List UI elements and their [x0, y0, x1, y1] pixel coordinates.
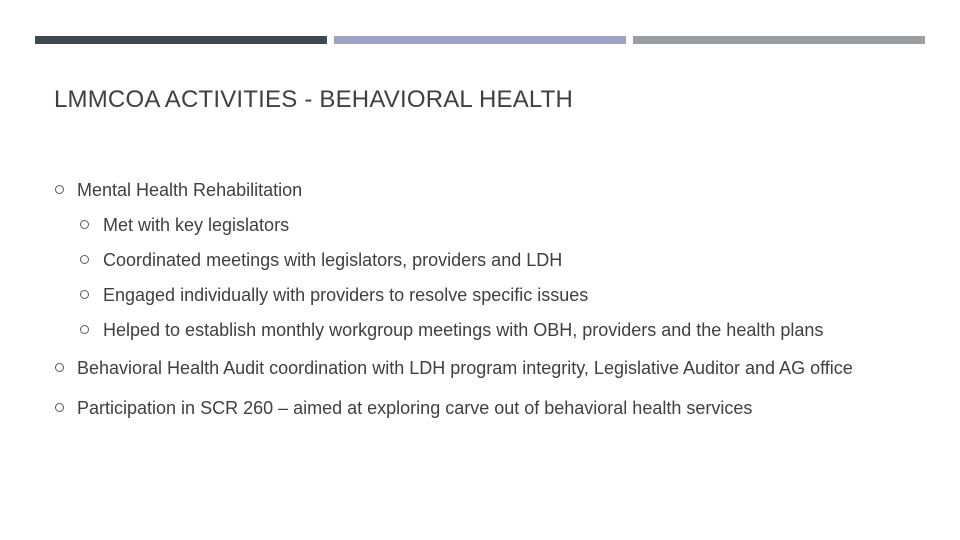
bullet-text: Behavioral Health Audit coordination with LDH program integrity, Legislative Auditor and AG office [77, 358, 853, 378]
bullet-text: Met with key legislators [103, 215, 290, 235]
bullet-text: Participation in SCR 260 – aimed at exploring carve out of behavioral health services [77, 398, 753, 418]
bullet-text: Engaged individually with providers to resolve specific issues [103, 285, 589, 305]
sub-bullet-engaged-providers [80, 281, 915, 310]
accent-bar-dark [35, 36, 327, 44]
bullet-circle-icon [80, 325, 89, 334]
bullet-text: Coordinated meetings with legislators, providers and LDH [103, 250, 563, 270]
bullet-circle-icon [55, 363, 64, 372]
bullet-text: Helped to establish monthly workgroup meetings with OBH, providers and the health plans [103, 320, 824, 340]
bullet-circle-icon [80, 290, 89, 299]
sub-bullet-legislators [80, 211, 915, 240]
bullet-list [55, 176, 915, 423]
slide-title: LMMCOA ACTIVITIES - BEHAVIORAL HEALTH [54, 86, 574, 113]
bullet-text: Mental Health Rehabilitation [77, 180, 303, 200]
bullet-circle-icon [55, 185, 64, 194]
bullet-circle-icon [55, 403, 64, 412]
bullet-circle-icon [80, 220, 89, 229]
bullet-scr-260 [55, 394, 915, 423]
accent-bar-gray [633, 36, 925, 44]
sub-bullet-workgroup-meetings [80, 316, 915, 345]
bullet-mental-health-rehabilitation [55, 176, 915, 205]
accent-bar-lavender [334, 36, 626, 44]
bullet-behavioral-health-audit [55, 354, 915, 383]
sub-bullet-coordinated-meetings [80, 246, 915, 275]
bullet-circle-icon [80, 255, 89, 264]
